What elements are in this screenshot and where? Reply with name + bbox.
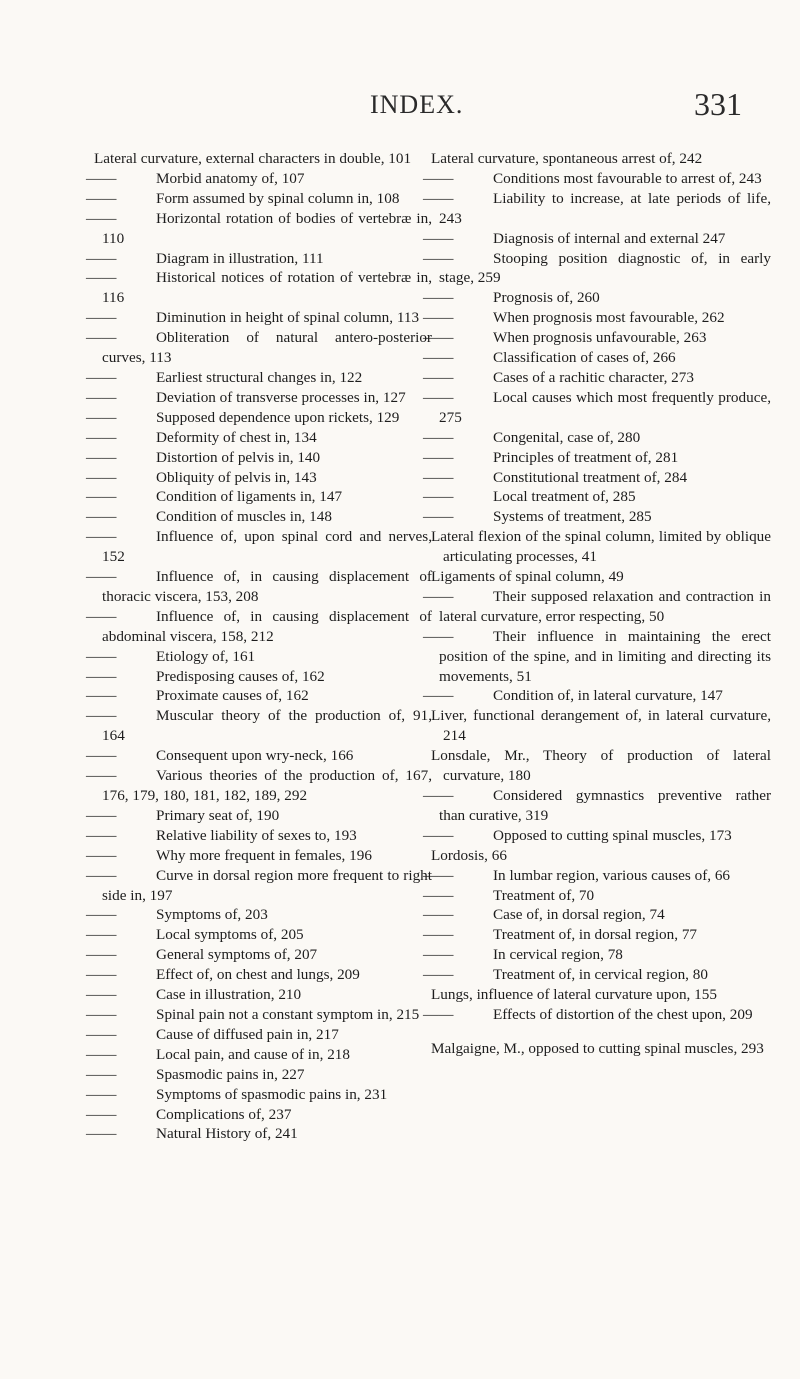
index-subentry — [423, 786, 771, 826]
index-entry — [94, 149, 432, 169]
dash-rule: —— — [423, 627, 454, 645]
entry-text: Primary seat of, 190 — [156, 806, 280, 824]
entry-text: Their influence in maintaining the erect position of the spine, and in limiting and directing its movements, 51 — [439, 627, 771, 685]
index-subentry — [86, 905, 432, 925]
dash-rule: —— — [423, 448, 454, 466]
index-subentry — [86, 746, 432, 766]
dash-rule: —— — [86, 986, 117, 1004]
dash-rule: —— — [86, 428, 117, 446]
entry-text: Local pain, and cause of in, 218 — [156, 1045, 350, 1063]
index-subentry — [86, 1105, 432, 1125]
dash-rule: —— — [86, 1025, 117, 1043]
entry-text: Obliquity of pelvis in, 143 — [156, 468, 317, 486]
entry-text: General symptoms of, 207 — [156, 946, 318, 964]
index-subentry — [423, 328, 771, 348]
entry-text: Systems of treatment, 285 — [493, 508, 652, 526]
index-entry — [431, 567, 771, 587]
entry-text: Constitutional treatment of, 284 — [493, 468, 688, 486]
entry-text: Cases of a rachitic character, 273 — [493, 368, 694, 386]
index-subentry — [86, 487, 432, 507]
index-subentry — [86, 667, 432, 687]
index-subentry — [423, 965, 771, 985]
entry-text: Condition of ligaments in, 147 — [156, 488, 343, 506]
index-subentry — [423, 448, 771, 468]
dash-rule: —— — [86, 667, 117, 685]
entry-text: Deviation of transverse processes in, 127 — [156, 388, 406, 406]
dash-rule: —— — [423, 468, 454, 486]
entry-text: Local treatment of, 285 — [493, 488, 636, 506]
index-subentry — [86, 169, 432, 189]
entry-text: Consequent upon wry-neck, 166 — [156, 747, 354, 765]
dash-rule: —— — [423, 388, 454, 406]
index-subentry — [423, 487, 771, 507]
dash-rule: —— — [86, 966, 117, 984]
index-subentry — [86, 1005, 432, 1025]
dash-rule: —— — [86, 408, 117, 426]
index-subentry — [423, 348, 771, 368]
index-subentry — [86, 428, 432, 448]
index-subentry — [86, 368, 432, 388]
index-subentry — [86, 925, 432, 945]
index-subentry — [423, 169, 771, 189]
dash-rule: —— — [86, 806, 117, 824]
entry-text: Lonsdale, Mr., Theory of production of lateral curvature, 180 — [431, 747, 771, 785]
entry-text: Spinal pain not a constant symptom in, 215 — [156, 1005, 420, 1023]
index-entry — [431, 1039, 771, 1059]
page-title: INDEX. — [370, 90, 464, 119]
index-subentry — [86, 846, 432, 866]
entry-text: Case in illustration, 210 — [156, 986, 302, 1004]
entry-text: Diagnosis of internal and external 247 — [493, 229, 726, 247]
entry-text: Distortion of pelvis in, 140 — [156, 448, 321, 466]
entry-text: When prognosis unfavourable, 263 — [493, 329, 707, 347]
dash-rule: —— — [86, 249, 117, 267]
index-entry — [431, 846, 771, 866]
index-column-right — [423, 149, 771, 1059]
dash-rule: —— — [86, 329, 117, 347]
index-subentry — [86, 686, 432, 706]
entry-text: Congenital, case of, 280 — [493, 428, 641, 446]
index-entry — [431, 985, 771, 1005]
index-subentry — [86, 965, 432, 985]
dash-rule: —— — [86, 209, 117, 227]
dash-rule: —— — [423, 946, 454, 964]
entry-text: Stooping position diagnostic of, in early stage, 259 — [439, 249, 771, 287]
dash-rule: —— — [86, 767, 117, 785]
index-column-left — [86, 149, 432, 1144]
index-subentry — [86, 249, 432, 269]
entry-text: Lateral flexion of the spinal column, limited by oblique articulating processes, 41 — [431, 528, 771, 566]
entry-text: In cervical region, 78 — [493, 946, 623, 964]
entry-text: Lateral curvature, external characters in double, 101 — [94, 150, 412, 167]
dash-rule: —— — [86, 747, 117, 765]
index-subentry — [423, 866, 771, 886]
index-subentry — [86, 985, 432, 1005]
index-subentry — [423, 229, 771, 249]
dash-rule: —— — [423, 289, 454, 307]
index-entry — [431, 746, 771, 786]
index-subentry — [86, 607, 432, 647]
index-subentry — [423, 189, 771, 229]
entry-text: Lungs, influence of lateral curvature upon, 155 — [431, 986, 717, 1004]
entry-text: Opposed to cutting spinal muscles, 173 — [493, 826, 732, 844]
index-subentry — [86, 706, 432, 746]
index-subentry — [423, 388, 771, 428]
index-subentry — [423, 428, 771, 448]
entry-text: Conditions most favourable to arrest of, 243 — [493, 169, 762, 187]
index-subentry — [86, 945, 432, 965]
index-subentry — [86, 567, 432, 607]
index-subentry — [423, 468, 771, 488]
dash-rule: —— — [86, 866, 117, 884]
dash-rule: —— — [423, 906, 454, 924]
entry-text: Symptoms of, 203 — [156, 906, 268, 924]
dash-rule: —— — [86, 926, 117, 944]
entry-text: Earliest structural changes in, 122 — [156, 368, 363, 386]
index-subentry — [423, 826, 771, 846]
dash-rule: —— — [423, 886, 454, 904]
index-subentry — [86, 468, 432, 488]
dash-rule: —— — [423, 826, 454, 844]
entry-text: Spasmodic pains in, 227 — [156, 1065, 305, 1083]
index-subentry — [423, 627, 771, 687]
dash-rule: —— — [423, 169, 454, 187]
entry-text: Why more frequent in females, 196 — [156, 846, 372, 864]
entry-text: Case of, in dorsal region, 74 — [493, 906, 665, 924]
entry-text: Ligaments of spinal column, 49 — [431, 568, 624, 586]
index-subentry — [86, 1025, 432, 1045]
index-subentry — [423, 507, 771, 527]
entry-text: Horizontal rotation of bodies of vertebræ in, 110 — [102, 209, 432, 247]
entry-text: Lordosis, 66 — [431, 846, 507, 864]
dash-rule: —— — [423, 488, 454, 506]
dash-rule: —— — [86, 488, 117, 506]
dash-rule: —— — [86, 1045, 117, 1063]
index-subentry — [86, 647, 432, 667]
entry-text: Curve in dorsal region more frequent to right side in, 197 — [102, 866, 432, 904]
entry-text: Muscular theory of the production of, 91, 164 — [102, 707, 432, 745]
entry-text: Proximate causes of, 162 — [156, 687, 309, 705]
index-subentry — [423, 686, 771, 706]
dash-rule: —— — [423, 966, 454, 984]
dash-rule: —— — [86, 309, 117, 327]
entry-text: Malgaigne, M., opposed to cutting spinal muscles, 293 — [431, 1039, 764, 1057]
entry-text: Form assumed by spinal column in, 108 — [156, 189, 400, 207]
dash-rule: —— — [86, 906, 117, 924]
dash-rule: —— — [423, 368, 454, 386]
dash-rule: —— — [423, 309, 454, 327]
dash-rule: —— — [86, 1065, 117, 1083]
entry-text: Diagram in illustration, 111 — [156, 249, 324, 267]
dash-rule: —— — [86, 189, 117, 207]
index-subentry — [423, 249, 771, 289]
entry-text: Etiology of, 161 — [156, 647, 256, 665]
dash-rule: —— — [86, 269, 117, 287]
index-subentry — [86, 806, 432, 826]
dash-rule: —— — [86, 707, 117, 725]
index-subentry — [86, 1124, 432, 1144]
entry-text: When prognosis most favourable, 262 — [493, 309, 725, 327]
dash-rule: —— — [86, 468, 117, 486]
index-subentry — [86, 408, 432, 428]
dash-rule: —— — [86, 528, 117, 546]
dash-rule: —— — [423, 687, 454, 705]
index-subentry — [86, 766, 432, 806]
dash-rule: —— — [423, 349, 454, 367]
entry-text: Local causes which most frequently produce, 275 — [439, 388, 771, 426]
entry-text: Lateral curvature, spontaneous arrest of, 242 — [431, 150, 703, 167]
dash-rule: —— — [86, 1005, 117, 1023]
dash-rule: —— — [86, 1085, 117, 1103]
entry-text: Predisposing causes of, 162 — [156, 667, 325, 685]
index-subentry — [86, 866, 432, 906]
dash-rule: —— — [423, 329, 454, 347]
page-header — [0, 86, 800, 126]
dash-rule: —— — [423, 189, 454, 207]
entry-text: Condition of, in lateral curvature, 147 — [493, 687, 723, 705]
entry-text: Principles of treatment of, 281 — [493, 448, 679, 466]
entry-text: Complications of, 237 — [156, 1105, 292, 1123]
index-subentry — [86, 328, 432, 368]
entry-text: Supposed dependence upon rickets, 129 — [156, 408, 400, 426]
entry-text: Effects of distortion of the chest upon, 209 — [493, 1005, 753, 1023]
entry-text: Effect of, on chest and lungs, 209 — [156, 966, 360, 984]
dash-rule: —— — [86, 568, 117, 586]
entry-text: Relative liability of sexes to, 193 — [156, 826, 357, 844]
entry-text: Treatment of, in cervical region, 80 — [493, 966, 708, 984]
entry-text: Considered gymnastics preventive rather than curative, 319 — [439, 787, 771, 824]
entry-text: Liver, functional derangement of, in lateral curvature, 214 — [431, 707, 771, 745]
dash-rule: —— — [86, 826, 117, 844]
entry-text: Various theories of the production of, 167, 176, 179, 180, 181, 182, 189, 292 — [102, 767, 432, 804]
dash-rule: —— — [86, 687, 117, 705]
entry-text: Deformity of chest in, 134 — [156, 428, 317, 446]
dash-rule: —— — [423, 249, 454, 267]
dash-rule: —— — [86, 368, 117, 386]
dash-rule: —— — [86, 647, 117, 665]
entry-text: Natural History of, 241 — [156, 1125, 298, 1143]
index-subentry — [86, 189, 432, 209]
index-subentry — [423, 905, 771, 925]
index-entry — [431, 527, 771, 567]
dash-rule: —— — [423, 229, 454, 247]
entry-text: Classification of cases of, 266 — [493, 349, 676, 367]
dash-rule: —— — [423, 1005, 454, 1023]
index-subentry — [86, 268, 432, 308]
index-subentry — [86, 209, 432, 249]
entry-text: Morbid anatomy of, 107 — [156, 169, 305, 187]
entry-text: Obliteration of natural antero-posterior curves, 113 — [102, 329, 432, 367]
entry-text: Influence of, in causing displacement of abdominal viscera, 158, 212 — [102, 607, 432, 645]
entry-text: Influence of, in causing displacement of thoracic viscera, 153, 208 — [102, 568, 432, 605]
index-subentry — [423, 368, 771, 388]
entry-text: Liability to increase, at late periods of life, 243 — [439, 189, 771, 227]
dash-rule: —— — [423, 926, 454, 944]
entry-text: Local symptoms of, 205 — [156, 926, 304, 944]
entry-text: Treatment of, in dorsal region, 77 — [493, 926, 698, 944]
index-subentry — [86, 507, 432, 527]
entry-text: Treatment of, 70 — [493, 886, 595, 904]
dash-rule: —— — [423, 866, 454, 884]
dash-rule: —— — [423, 428, 454, 446]
index-subentry — [86, 1045, 432, 1065]
dash-rule: —— — [86, 846, 117, 864]
dash-rule: —— — [423, 787, 454, 804]
index-subentry — [86, 388, 432, 408]
entry-text: Symptoms of spasmodic pains in, 231 — [156, 1085, 388, 1103]
dash-rule: —— — [423, 508, 454, 526]
index-subentry — [86, 448, 432, 468]
index-entry — [431, 706, 771, 746]
entry-text: Historical notices of rotation of vertebræ in, 116 — [102, 269, 432, 307]
index-subentry — [86, 308, 432, 328]
dash-rule: —— — [86, 388, 117, 406]
entry-text: Their supposed relaxation and contraction in lateral curvature, error respecting, 50 — [439, 587, 771, 625]
dash-rule: —— — [86, 607, 117, 625]
index-subentry — [423, 886, 771, 906]
dash-rule: —— — [423, 587, 454, 605]
index-subentry — [423, 288, 771, 308]
dash-rule: —— — [86, 508, 117, 526]
entry-text: Cause of diffused pain in, 217 — [156, 1025, 339, 1043]
entry-text: Influence of, upon spinal cord and nerves, 152 — [102, 528, 432, 566]
index-subentry — [423, 308, 771, 328]
index-subentry — [86, 826, 432, 846]
entry-text: Prognosis of, 260 — [493, 289, 600, 307]
entry-text: Condition of muscles in, 148 — [156, 508, 332, 526]
dash-rule: —— — [86, 946, 117, 964]
index-subentry — [423, 1005, 771, 1025]
entry-text: Diminution in height of spinal column, 113 — [156, 309, 420, 327]
index-subentry — [423, 587, 771, 627]
page-number: 331 — [694, 86, 742, 122]
dash-rule: —— — [86, 169, 117, 187]
index-subentry — [423, 945, 771, 965]
entry-text: In lumbar region, various causes of, 66 — [493, 866, 731, 884]
index-subentry — [86, 1085, 432, 1105]
index-entry — [431, 149, 771, 169]
index-subentry — [423, 925, 771, 945]
dash-rule: —— — [86, 1105, 117, 1123]
index-subentry — [86, 527, 432, 567]
dash-rule: —— — [86, 1125, 117, 1143]
dash-rule: —— — [86, 448, 117, 466]
index-subentry — [86, 1065, 432, 1085]
